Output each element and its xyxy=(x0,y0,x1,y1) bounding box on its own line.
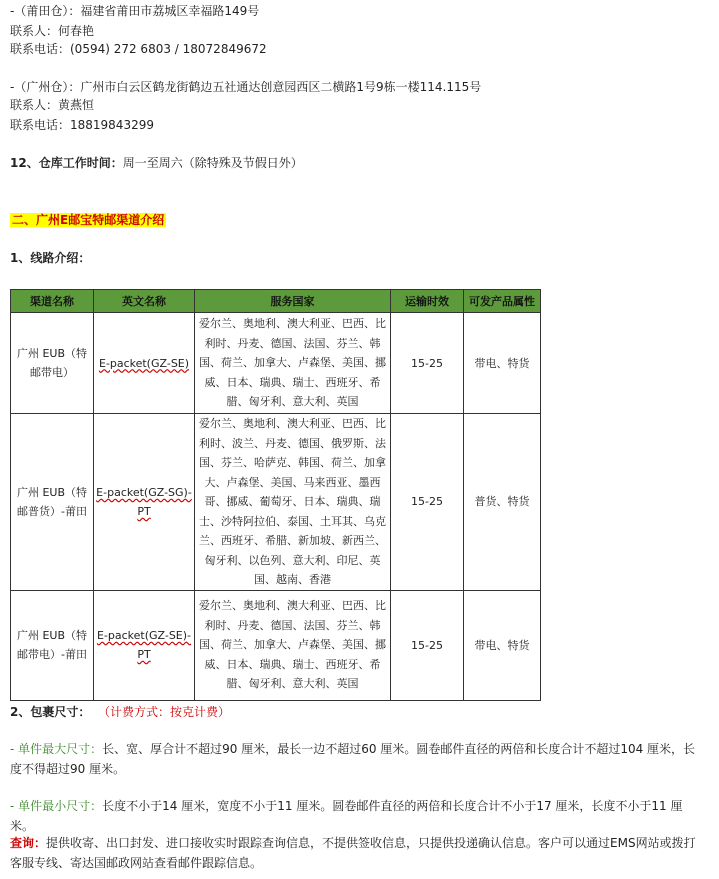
table-header-row xyxy=(11,290,541,313)
min-size-label: - 单件最小尺寸： xyxy=(10,799,103,813)
cell-channel: 广州 EUB（特邮普货）-莆田 xyxy=(11,414,94,591)
cell-english xyxy=(94,313,195,414)
guangzhou-warehouse-address: -（广州仓）：广州市白云区鹤龙街鹤边五社通达创意园西区二横路1号9栋一楼114.115号 xyxy=(10,80,482,94)
cell-time: 15-25 xyxy=(391,590,464,700)
header-countries: 服务国家 xyxy=(195,290,391,313)
section-title xyxy=(10,211,166,229)
work-hours-label: 12、仓库工作时间： xyxy=(10,156,123,170)
table-row xyxy=(11,590,541,700)
section-title-text: 二、广州E邮宝特邮渠道介绍 xyxy=(12,213,165,227)
header-english: 英文名称 xyxy=(94,290,195,313)
min-size-text: 长度不小于14 厘米，宽度不小于11 厘米。圆卷邮件直径的两倍和长度合计不小于17 厘米，长度不小于11 厘米。 xyxy=(10,799,683,833)
max-size-text: 长、宽、厚合计不超过90 厘米，最长一边不超过60 厘米。圆卷邮件直径的两倍和长度合计不超过104 厘米，长度不得超过90 厘米。 xyxy=(10,742,696,776)
putian-phone: 联系电话：(0594) 272 6803 / 18072849672 xyxy=(10,42,267,56)
cell-time: 15-25 xyxy=(391,414,464,591)
query-paragraph xyxy=(10,833,706,873)
max-size-paragraph xyxy=(10,739,706,779)
putian-contact: 联系人：何春艳 xyxy=(10,24,95,38)
cell-attr: 带电、特货 xyxy=(464,313,541,414)
table-row xyxy=(11,414,541,591)
header-time: 运输时效 xyxy=(391,290,464,313)
header-channel: 渠道名称 xyxy=(11,290,94,313)
cell-channel: 广州 EUB（特邮带电） xyxy=(11,313,94,414)
english-name-text: E-packet(GZ-SG)-PT xyxy=(96,485,192,518)
min-size-paragraph xyxy=(10,796,706,836)
english-name-text: E-packet(GZ-SE)-PT xyxy=(96,629,192,661)
guangzhou-phone: 联系电话：18819843299 xyxy=(10,118,154,132)
cell-countries: 爱尔兰、奥地利、澳大利亚、巴西、比利时、丹麦、德国、法国、芬兰、韩国、荷兰、加拿大、卢森堡、美国、挪威、日本、瑞典、瑞士、西班牙、希腊、匈牙利、意大利、英国 xyxy=(195,313,391,414)
billing-note: （计费方式：按克计费） xyxy=(98,705,231,719)
work-hours-value: 周一至周六（除特殊及节假日外） xyxy=(122,156,303,170)
cell-countries: 爱尔兰、奥地利、澳大利亚、巴西、比利时、波兰、丹麦、德国、俄罗斯、法国、芬兰、哈萨克、韩国、荷兰、加拿大、卢森堡、美国、马来西亚、墨西哥、挪威、葡萄牙、日本、瑞典、瑞士、沙特阿拉伯、泰国、土耳其、乌克兰、西班牙、希腊、新加坡、新西兰、匈牙利、以色列、意大利、印尼、英国、越南、香港 xyxy=(195,414,391,591)
table-row xyxy=(11,313,541,414)
guangzhou-contact: 联系人：黄燕恒 xyxy=(10,98,95,112)
cell-attr: 普货、特货 xyxy=(464,414,541,591)
parcel-size-label: 2、包裹尺寸： xyxy=(10,705,91,719)
cell-channel: 广州 EUB（特邮带电）-莆田 xyxy=(11,590,94,700)
query-text: 提供收寄、出口封发、进口接收实时跟踪查询信息，不提供签收信息，只提供投递确认信息。客户可以通过EMS网站或拨打客服专线、寄达国邮政网站查看邮件跟踪信息。 xyxy=(10,836,696,870)
cell-countries: 爱尔兰、奥地利、澳大利亚、巴西、比利时、丹麦、德国、法国、芬兰、韩国、荷兰、加拿大、卢森堡、美国、挪威、日本、瑞典、瑞士、西班牙、希腊、匈牙利、意大利、英国 xyxy=(195,590,391,700)
work-hours xyxy=(10,154,303,172)
cell-attr: 带电、特货 xyxy=(464,590,541,700)
english-name-text: E-packet(GZ-SE) xyxy=(98,356,190,370)
cell-english xyxy=(94,590,195,700)
cell-time: 15-25 xyxy=(391,313,464,414)
header-attr: 可发产品属性 xyxy=(464,290,541,313)
putian-warehouse-address: -（莆田仓）：福建省莆田市荔城区幸福路149号 xyxy=(10,4,260,18)
cell-english xyxy=(94,414,195,591)
query-label: 查询： xyxy=(10,836,47,850)
max-size-label: - 单件最大尺寸： xyxy=(10,742,103,756)
routes-label: 1、线路介绍： xyxy=(10,251,91,265)
routes-table xyxy=(10,289,541,701)
parcel-size-heading xyxy=(10,703,230,721)
